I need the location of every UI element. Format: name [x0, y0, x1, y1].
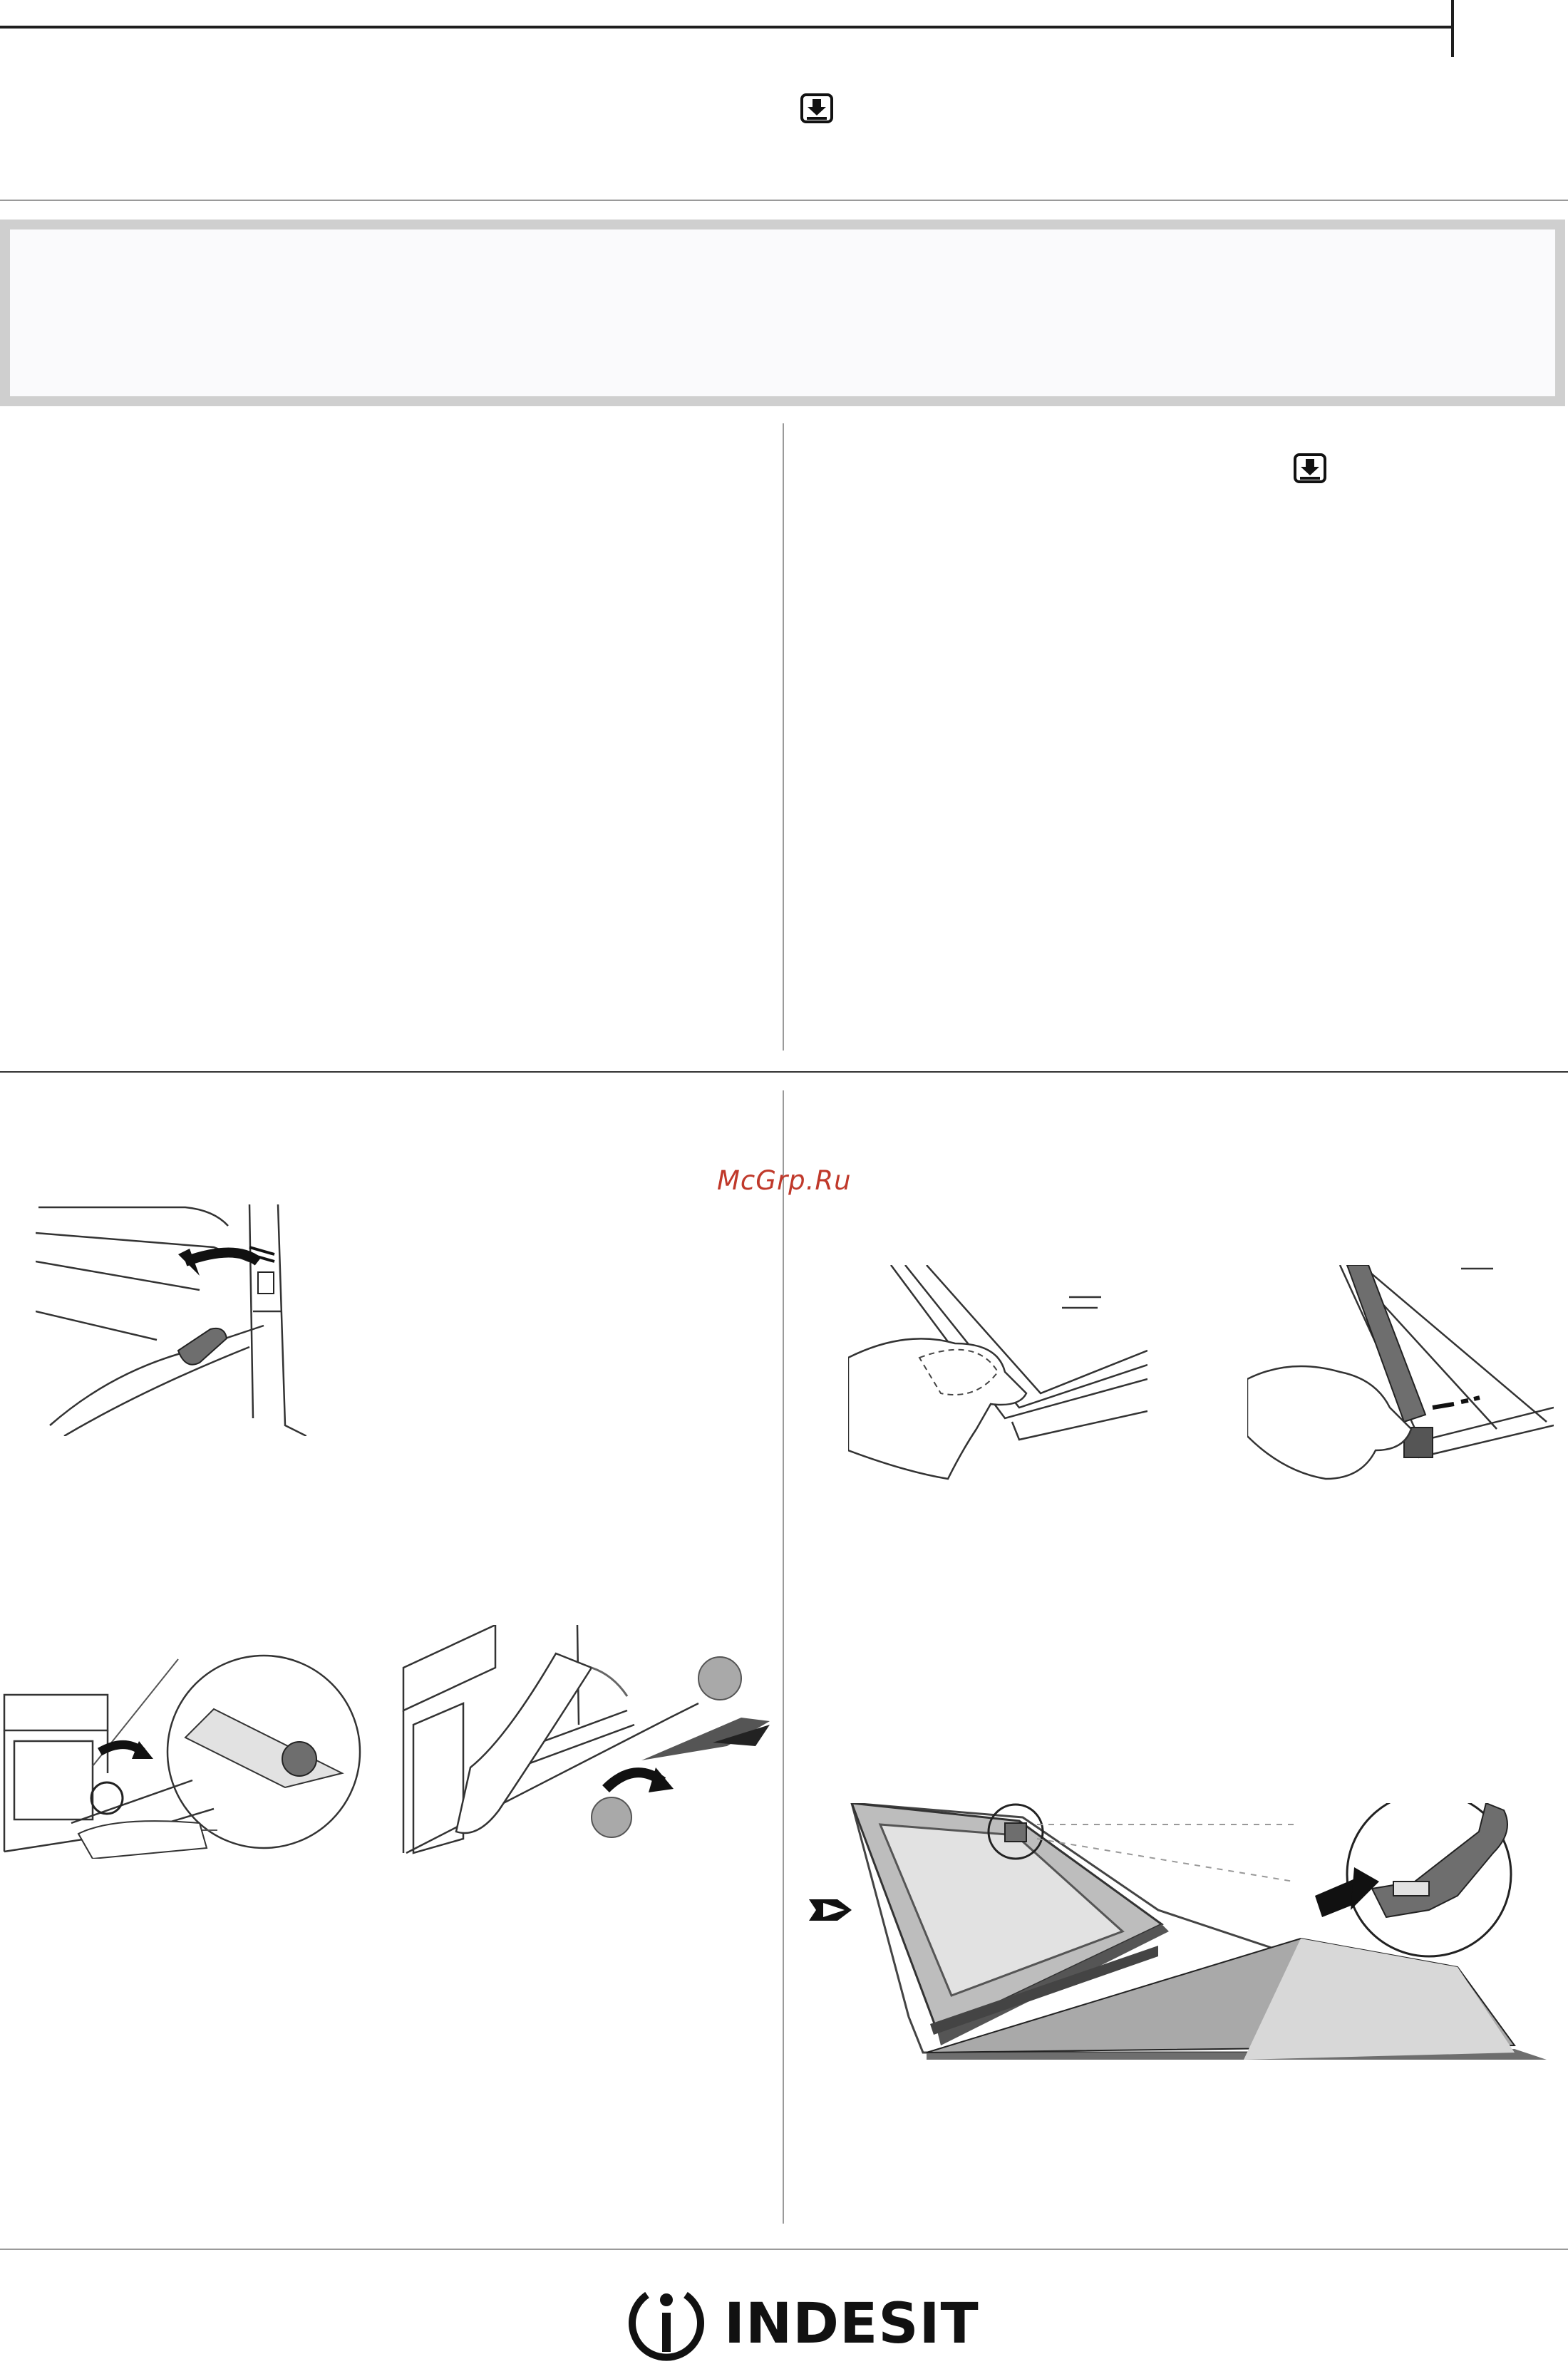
brand-name: INDESIT [724, 2292, 979, 2356]
glass-insert-figure [802, 1803, 1557, 2060]
header-bottom-rule [0, 200, 1568, 201]
glass-grip-figure [848, 1265, 1147, 1493]
upper-column-divider [783, 423, 784, 1051]
watermark: McGrp.Ru [717, 1165, 852, 1196]
notice-banner-body [10, 229, 1555, 396]
brand-logo [620, 2284, 979, 2363]
lower-column-divider [783, 1090, 784, 2224]
glass-clip-figure [1247, 1265, 1554, 1500]
download-icon [1293, 453, 1327, 484]
footer-rule [0, 2249, 1568, 2250]
section-rule [0, 1071, 1568, 1073]
header-top-rule [0, 26, 1454, 29]
door-open-figure [0, 1652, 363, 1859]
hinge-lever-figure [36, 1204, 306, 1436]
header-corner-rule [1451, 0, 1454, 57]
notice-banner [0, 220, 1565, 406]
indesit-logo-icon [620, 2284, 713, 2363]
door-remove-figure [399, 1625, 770, 1860]
download-icon [800, 93, 834, 124]
